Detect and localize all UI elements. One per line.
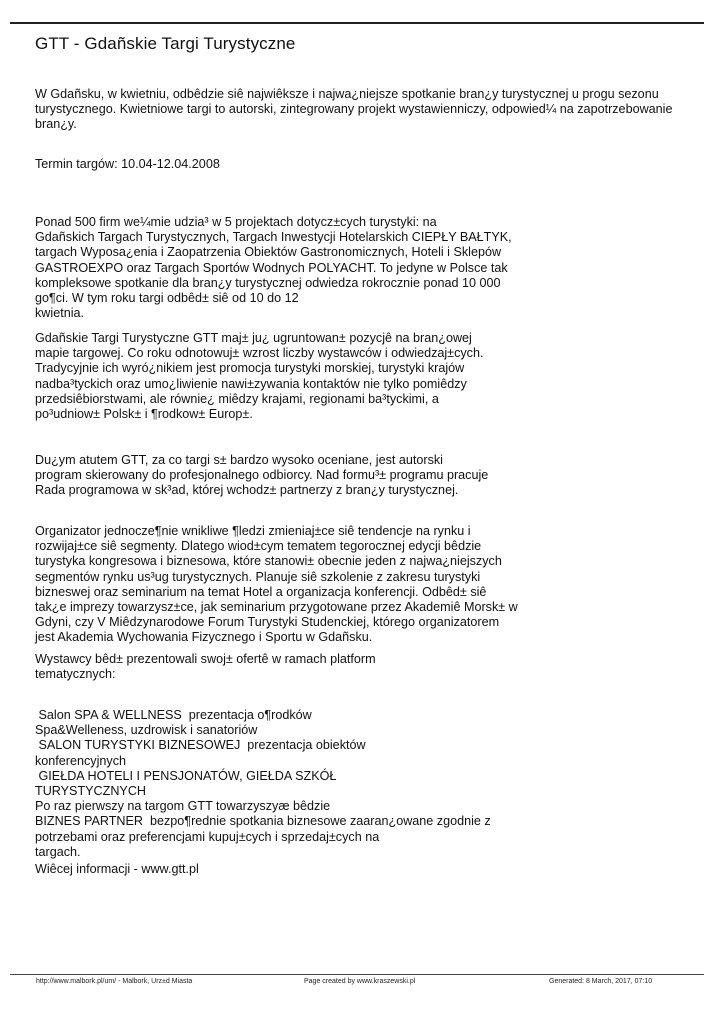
more-info-paragraph xyxy=(35,862,199,877)
text-line: targach. xyxy=(35,844,81,859)
text-line: tematycznych: xyxy=(35,667,116,682)
text-line: SALON TURYSTYKI BIZNESOWEJ prezentacja obiektów xyxy=(35,738,366,753)
text-line: Organizator jednocze¶nie wnikliwe ¶ledzi zmieniaj±ce siê tendencje na rynku i xyxy=(35,524,471,538)
text-line: W Gdañsku, w kwietniu, odbêdzie siê najwiêksze i najwa¿niejsze spotkanie bran¿y turystycznej u progu sezonu xyxy=(35,87,659,101)
text-line: mapie targowej. Co roku odnotowuj± wzrost liczby wystawców i odwiedzaj±cych. xyxy=(35,346,484,361)
footer-source-url: http://www.malbork.pl/um/ - Malbork, Urz±d Miasta xyxy=(36,978,193,985)
text-line: bizneswej oraz seminarium na temat Hotel a organizacja konferencji. Odbêd± siê xyxy=(35,584,487,599)
text-line: nadba³tyckich oraz umo¿liwienie nawi±zywania kontaktów nie tylko pomiêdzy xyxy=(35,376,467,391)
text-line: Du¿ym atutem GTT, za co targi s± bardzo wysoko oceniane, jest autorski xyxy=(35,453,443,467)
text-line: Spa&Welleness, uzdrowisk i sanatoriów xyxy=(35,723,258,738)
text-line: Gdyni, czy V Miêdzynarodowe Forum Turystyki Studenckiej, którego organizatorem xyxy=(35,615,500,630)
top-rule xyxy=(10,22,704,24)
text-line: konferencyjnych xyxy=(35,753,127,768)
text-line: Ponad 500 firm we¼mie udzia³ w 5 projektach dotycz±cych turystyki: na xyxy=(35,215,437,229)
text-line: tak¿e imprezy towarzysz±ce, jak seminarium przygotowane przez Akademiê Morsk± w xyxy=(35,600,518,615)
platforms-intro-paragraph xyxy=(35,652,376,682)
text-line: jest Akademia Wychowania Fizycznego i Sportu w Gdañsku. xyxy=(35,630,373,645)
platforms-list xyxy=(35,708,491,860)
text-line: Gdañskie Targi Turystyczne GTT maj± ju¿ ugruntowan± pozycjê na bran¿owej xyxy=(35,331,472,345)
footer-rule xyxy=(10,974,704,975)
exhibitors-paragraph xyxy=(35,215,512,321)
text-line: targach Wyposa¿enia i Zaopatrzenia Obiektów Gastronomicznych, Hoteli i Sklepów xyxy=(35,245,502,260)
program-paragraph xyxy=(35,453,488,499)
text-line: kwietnia. xyxy=(35,306,84,321)
page-title: GTT - Gdañskie Targi Turystyczne xyxy=(35,34,296,53)
text-line: Termin targów: 10.04-12.04.2008 xyxy=(35,157,220,171)
text-line: segmentów rynku us³ug turystycznych. Planuje siê szkolenie z zakresu turystyki xyxy=(35,569,481,584)
dates-paragraph xyxy=(35,157,220,172)
position-paragraph xyxy=(35,331,484,422)
organizer-paragraph xyxy=(35,524,518,646)
text-line: go¶ci. W tym roku targi odbêd± siê od 10 do 12 xyxy=(35,291,299,306)
text-line: kompleksowe spotkanie dla bran¿y turystycznej odwiedza rokrocznie ponad 10 000 xyxy=(35,275,501,290)
text-line: przedsiêbiorstwami, ale równie¿ miêdzy krajami, regionami ba³tyckimi, a xyxy=(35,391,439,406)
text-line: turystyka kongresowa i biznesowa, które stanowi± obecnie jeden z najwa¿niejszych xyxy=(35,554,502,569)
text-line: GIEŁDA HOTELI I PENSJONATÓW, GIEŁDA SZKÓŁ xyxy=(35,768,337,783)
text-line: GASTROEXPO oraz Targach Sportów Wodnych POLYACHT. To jedyne w Polsce tak xyxy=(35,260,508,275)
text-line: TURYSTYCZNYCH xyxy=(35,784,147,799)
text-line: Salon SPA & WELLNESS prezentacja o¶rodków xyxy=(35,708,312,722)
text-line: po³udniow± Polsk± i ¶rodkow± Europ±. xyxy=(35,407,253,422)
text-line: program skierowany do profesjonalnego odbiorcy. Nad formu³± programu pracuje xyxy=(35,468,489,483)
intro-paragraph xyxy=(35,87,672,133)
footer-generated-date: Generated: 8 March, 2017, 07:10 xyxy=(549,978,653,985)
text-line: bran¿y. xyxy=(35,117,77,132)
text-line: potrzebami oraz preferencjami kupuj±cych i sprzedaj±cych na xyxy=(35,829,380,844)
text-line: Gdañskich Targach Turystycznych, Targach Inwestycji Hotelarskich CIEPŁY BAŁTYK, xyxy=(35,230,512,245)
text-line: BIZNES PARTNER bezpo¶rednie spotkania biznesowe zaaran¿owane zgodnie z xyxy=(35,814,491,829)
footer-credit: Page created by www.kraszewski.pl xyxy=(304,978,416,985)
text-line: rozwijaj±ce siê segmenty. Dlatego wiod±cym tematem tegorocznej edycji bêdzie xyxy=(35,539,482,554)
more-info-text: Wiêcej informacji - www.gtt.pl xyxy=(35,862,199,876)
text-line: Po raz pierwszy na targom GTT towarzyszyæ bêdzie xyxy=(35,799,331,814)
text-line: turystycznego. Kwietniowe targi to autorski, zintegrowany projekt wystawienniczy, odpowied¼ na zapotrzebowanie xyxy=(35,102,673,117)
text-line: Rada programowa w sk³ad, której wchodz± partnerzy z bran¿y turystycznej. xyxy=(35,483,459,498)
text-line: Wystawcy bêd± prezentowali swoj± ofertê w ramach platform xyxy=(35,652,376,666)
text-line: Tradycyjnie ich wyró¿nikiem jest promocja turystyki morskiej, turystyki krajów xyxy=(35,361,465,376)
